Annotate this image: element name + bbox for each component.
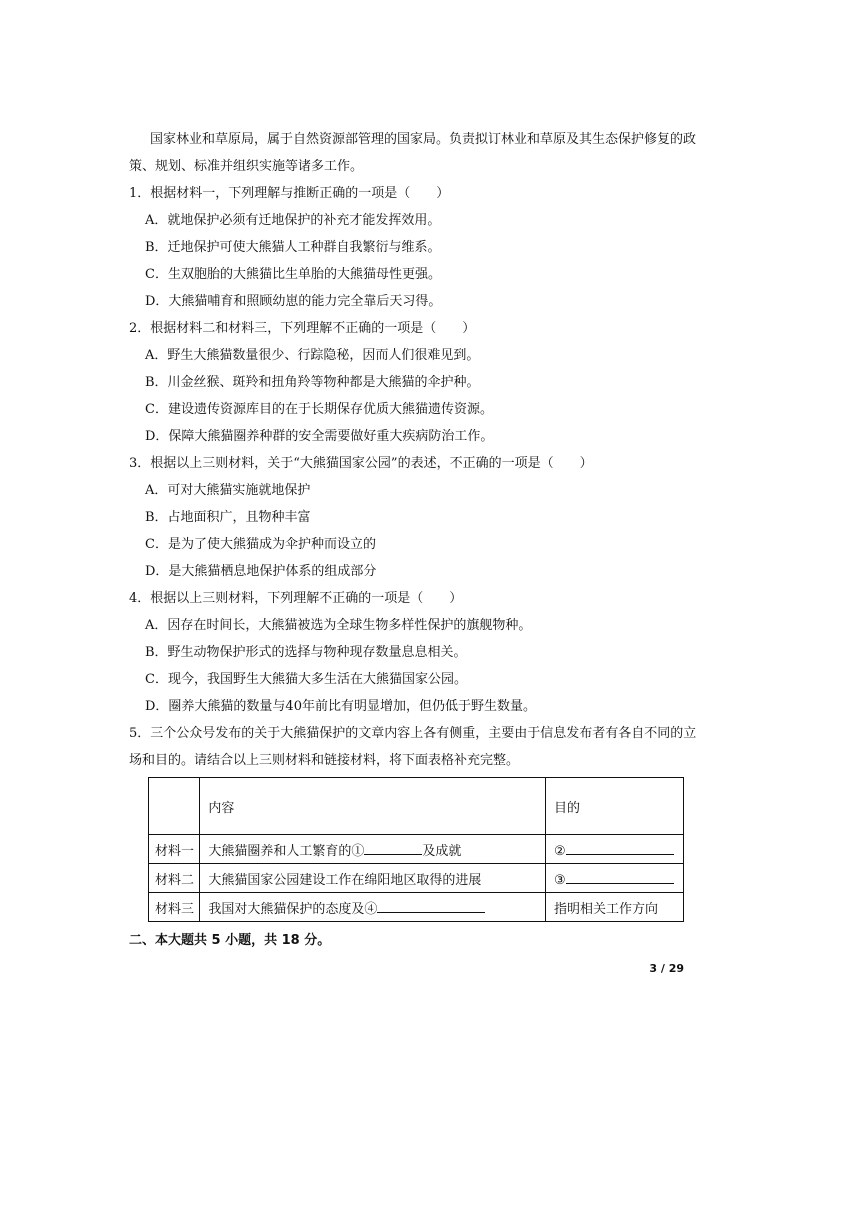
question-3-option-b: B．占地面积广，且物种丰富 <box>145 510 311 525</box>
row-purpose-text: 指明相关工作方向 <box>553 901 658 917</box>
row-label: 材料二 <box>149 864 200 893</box>
table-header-purpose: 目的 <box>545 778 683 835</box>
answer-blank-2[interactable] <box>566 840 674 855</box>
answer-blank-4[interactable] <box>377 898 485 913</box>
question-4-option-a: A．因存在时间长，大熊猫被选为全球生物多样性保护的旗舰物种。 <box>145 618 532 633</box>
question-3-stem: 3．根据以上三则材料，关于“大熊猫国家公园”的表述，不正确的一项是（ ） <box>129 456 593 471</box>
question-3-option-c: C．是为了使大熊猫成为伞护种而设立的 <box>145 537 376 552</box>
answer-blank-3[interactable] <box>566 869 674 884</box>
table-header-row <box>149 778 684 835</box>
question-2-option-a: A．野生大熊猫数量很少、行踪隐秘，因而人们很难见到。 <box>145 348 480 363</box>
question-1-stem: 1．根据材料一，下列理解与推断正确的一项是（ ） <box>129 186 450 201</box>
row-purpose <box>545 864 683 893</box>
row-content <box>200 893 546 922</box>
table-header-blank <box>149 778 200 835</box>
intro-line-2: 策、规划、标准并组织实施等诸多工作。 <box>129 159 364 174</box>
question-1-option-c: C．生双胞胎的大熊猫比生单胎的大熊猫母性更强。 <box>145 267 441 282</box>
question-1-option-b: B．迁地保护可使大熊猫人工种群自我繁衍与维系。 <box>145 240 441 255</box>
row-label: 材料一 <box>149 835 200 864</box>
row-label: 材料三 <box>149 893 200 922</box>
row-purpose-text: ③ <box>553 872 566 888</box>
row-content <box>200 835 546 864</box>
section-heading: 二、本大题共 5 小题，共 18 分。 <box>129 933 331 948</box>
question-5-stem-line-2: 场和目的。请结合以上三则材料和链接材料，将下面表格补充完整。 <box>129 753 520 768</box>
question-4-option-d: D．圈养大熊猫的数量与40年前比有明显增加，但仍低于野生数量。 <box>145 699 536 714</box>
question-1-option-a: A．就地保护必须有迁地保护的补充才能发挥效用。 <box>145 213 441 228</box>
row-purpose <box>545 893 683 922</box>
row-purpose <box>545 835 683 864</box>
row-content-text: 我国对大熊猫保护的态度及④ <box>208 901 378 917</box>
question-2-option-b: B．川金丝猴、斑羚和扭角羚等物种都是大熊猫的伞护种。 <box>145 375 480 390</box>
answer-blank-1[interactable] <box>364 840 422 855</box>
table-header-content: 内容 <box>200 778 546 835</box>
question-3-option-d: D．是大熊猫栖息地保护体系的组成部分 <box>145 564 377 579</box>
question-3-option-a: A．可对大熊猫实施就地保护 <box>145 483 311 498</box>
row-content <box>200 864 546 893</box>
table-row <box>149 893 684 922</box>
question-2-option-d: D．保障大熊猫圈养种群的安全需要做好重大疾病防治工作。 <box>145 429 494 444</box>
question-4-stem: 4．根据以上三则材料，下列理解不正确的一项是（ ） <box>129 591 463 606</box>
question-2-option-c: C．建设遗传资源库目的在于长期保存优质大熊猫遗传资源。 <box>145 402 493 417</box>
question-1-option-d: D．大熊猫哺育和照顾幼崽的能力完全靠后天习得。 <box>145 294 442 309</box>
page-number: 3 / 29 <box>649 962 684 975</box>
answer-table <box>148 777 684 922</box>
table-row <box>149 835 684 864</box>
question-5-stem-line-1: 5．三个公众号发布的关于大熊猫保护的文章内容上各有侧重，主要由于信息发布者有各自不同的立 <box>129 726 697 741</box>
intro-line-1: 国家林业和草原局，属于自然资源部管理的国家局。负责拟订林业和草原及其生态保护修复的政 <box>150 132 697 147</box>
row-content-text: 大熊猫圈养和人工繁育的① <box>208 843 365 859</box>
table-row <box>149 864 684 893</box>
question-2-stem: 2．根据材料二和材料三，下列理解不正确的一项是（ ） <box>129 321 476 336</box>
row-content-tail: 及成就 <box>422 843 462 859</box>
row-purpose-text: ② <box>553 843 566 859</box>
row-content-text: 大熊猫国家公园建设工作在绵阳地区取得的进展 <box>208 872 482 888</box>
question-4-option-c: C．现今，我国野生大熊猫大多生活在大熊猫国家公园。 <box>145 672 467 687</box>
question-4-option-b: B．野生动物保护形式的选择与物种现存数量息息相关。 <box>145 645 467 660</box>
